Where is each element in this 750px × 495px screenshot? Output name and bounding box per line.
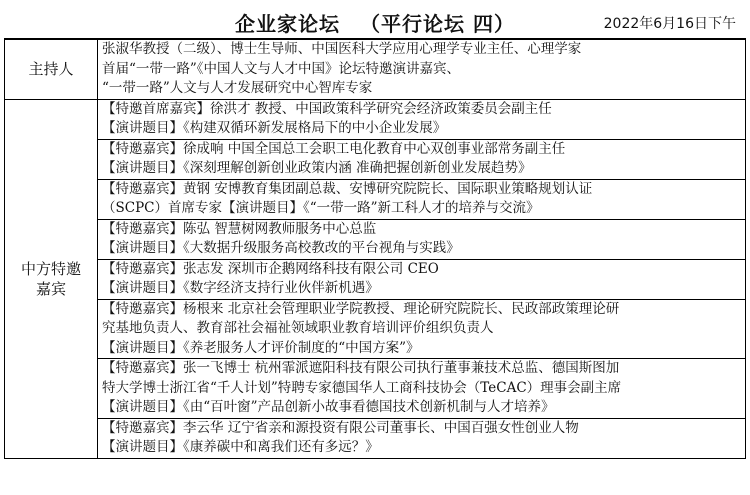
- host-line: 首届“一带一路”《中国人文与人才中国》论坛特邀演讲嘉宾、: [102, 60, 461, 77]
- guest-line: 【演讲题目】《深刻理解创新创业政策内涵 准确把握创新创业发展趋势》: [102, 160, 532, 176]
- forum-title: 企业家论坛: [235, 12, 341, 36]
- host-line: 张淑华教授（二级）、博士生导师、中国医科大学应用心理学专业主任、心理学家: [102, 41, 582, 57]
- host-label: 主持人: [28, 60, 74, 79]
- guests-content-cell: [98, 99, 746, 458]
- guest-line: 【演讲题目】《数字经济支持行业伙伴新机遇》: [102, 280, 379, 296]
- guest-line: 【特邀嘉宾】陈弘 智慧树网教师服务中心总监: [102, 220, 377, 237]
- guest-entry: [98, 180, 745, 220]
- guest-line: 【特邀嘉宾】黄钢 安博教育集团副总裁、安博研究院院长、国际职业策略规划认证: [102, 180, 593, 197]
- guest-line: 【特邀首席嘉宾】徐洪才 教授、中国政策科学研究会经济政策委员会副主任: [102, 100, 552, 117]
- guest-line: 【特邀嘉宾】李云华 辽宁省亲和源投资有限公司董事长、中国百强女性创业人物: [102, 419, 579, 436]
- guest-line: 特大学博士浙江省“千人计划”特聘专家德国华人工商科技协会（TeCAC）理事会副主席: [102, 379, 622, 396]
- host-label-cell: [5, 40, 98, 100]
- guest-line: 【演讲题目】《养老服务人才评价制度的“中国方案”》: [102, 339, 420, 356]
- guest-line: 【演讲题目】《大数据升级服务高校教改的平台视角与实践》: [102, 240, 460, 256]
- guest-line: 【特邀嘉宾】杨根来 北京社会管理职业学院教授、理论研究院院长、民政部政策理论研: [102, 300, 620, 317]
- guest-entry: [98, 220, 745, 260]
- guest-line: 【特邀嘉宾】张一飞博士 杭州霏派遮阳科技有限公司执行董事兼技术总监、德国斯图加: [102, 360, 620, 376]
- guests-label-line2: 嘉宾: [35, 279, 66, 298]
- guest-line: （SCPC）首席专家【演讲题目】《“一带一路”新工科人才的培养与交流》: [102, 200, 540, 216]
- guest-entry: [98, 359, 745, 419]
- guest-line: 【特邀嘉宾】徐成响 中国全国总工会职工电化教育中心双创事业部常务副主任: [102, 140, 566, 157]
- session-date: 2022年6月16日下午: [603, 16, 736, 32]
- guest-entry: [98, 100, 745, 140]
- guest-entry: [98, 260, 745, 300]
- guest-line: 【演讲题目】《构建双循环新发展格局下的中小企业发展》: [102, 120, 447, 136]
- guest-line: 究基地负责人、教育部社会福祉领域职业教育培训评价组织负责人: [102, 320, 494, 336]
- guests-row: [5, 99, 746, 458]
- guest-entry: [98, 300, 745, 360]
- guest-line: 【演讲题目】《康养碳中和离我们还有多远？》: [102, 439, 379, 455]
- forum-subtitle: （平行论坛 四）: [360, 12, 515, 36]
- host-row: [5, 40, 746, 100]
- agenda-table: [4, 39, 746, 459]
- guest-line: 【特邀嘉宾】张志发 深圳市企鹅网络科技有限公司 CEO: [102, 260, 439, 277]
- host-line: “一带一路”人文与人才发展研究中心智库专家: [102, 80, 373, 96]
- host-content-cell: [98, 40, 746, 100]
- guests-label-cell: [5, 99, 98, 458]
- guest-line: 【演讲题目】《由“百叶窗”产品创新小故事看德国技术创新机制与人才培养》: [102, 399, 555, 415]
- guest-entry: [98, 140, 745, 180]
- guests-label-line1: 中方特邀: [20, 259, 81, 278]
- guest-entry: [98, 419, 745, 458]
- page-header: [4, 4, 746, 39]
